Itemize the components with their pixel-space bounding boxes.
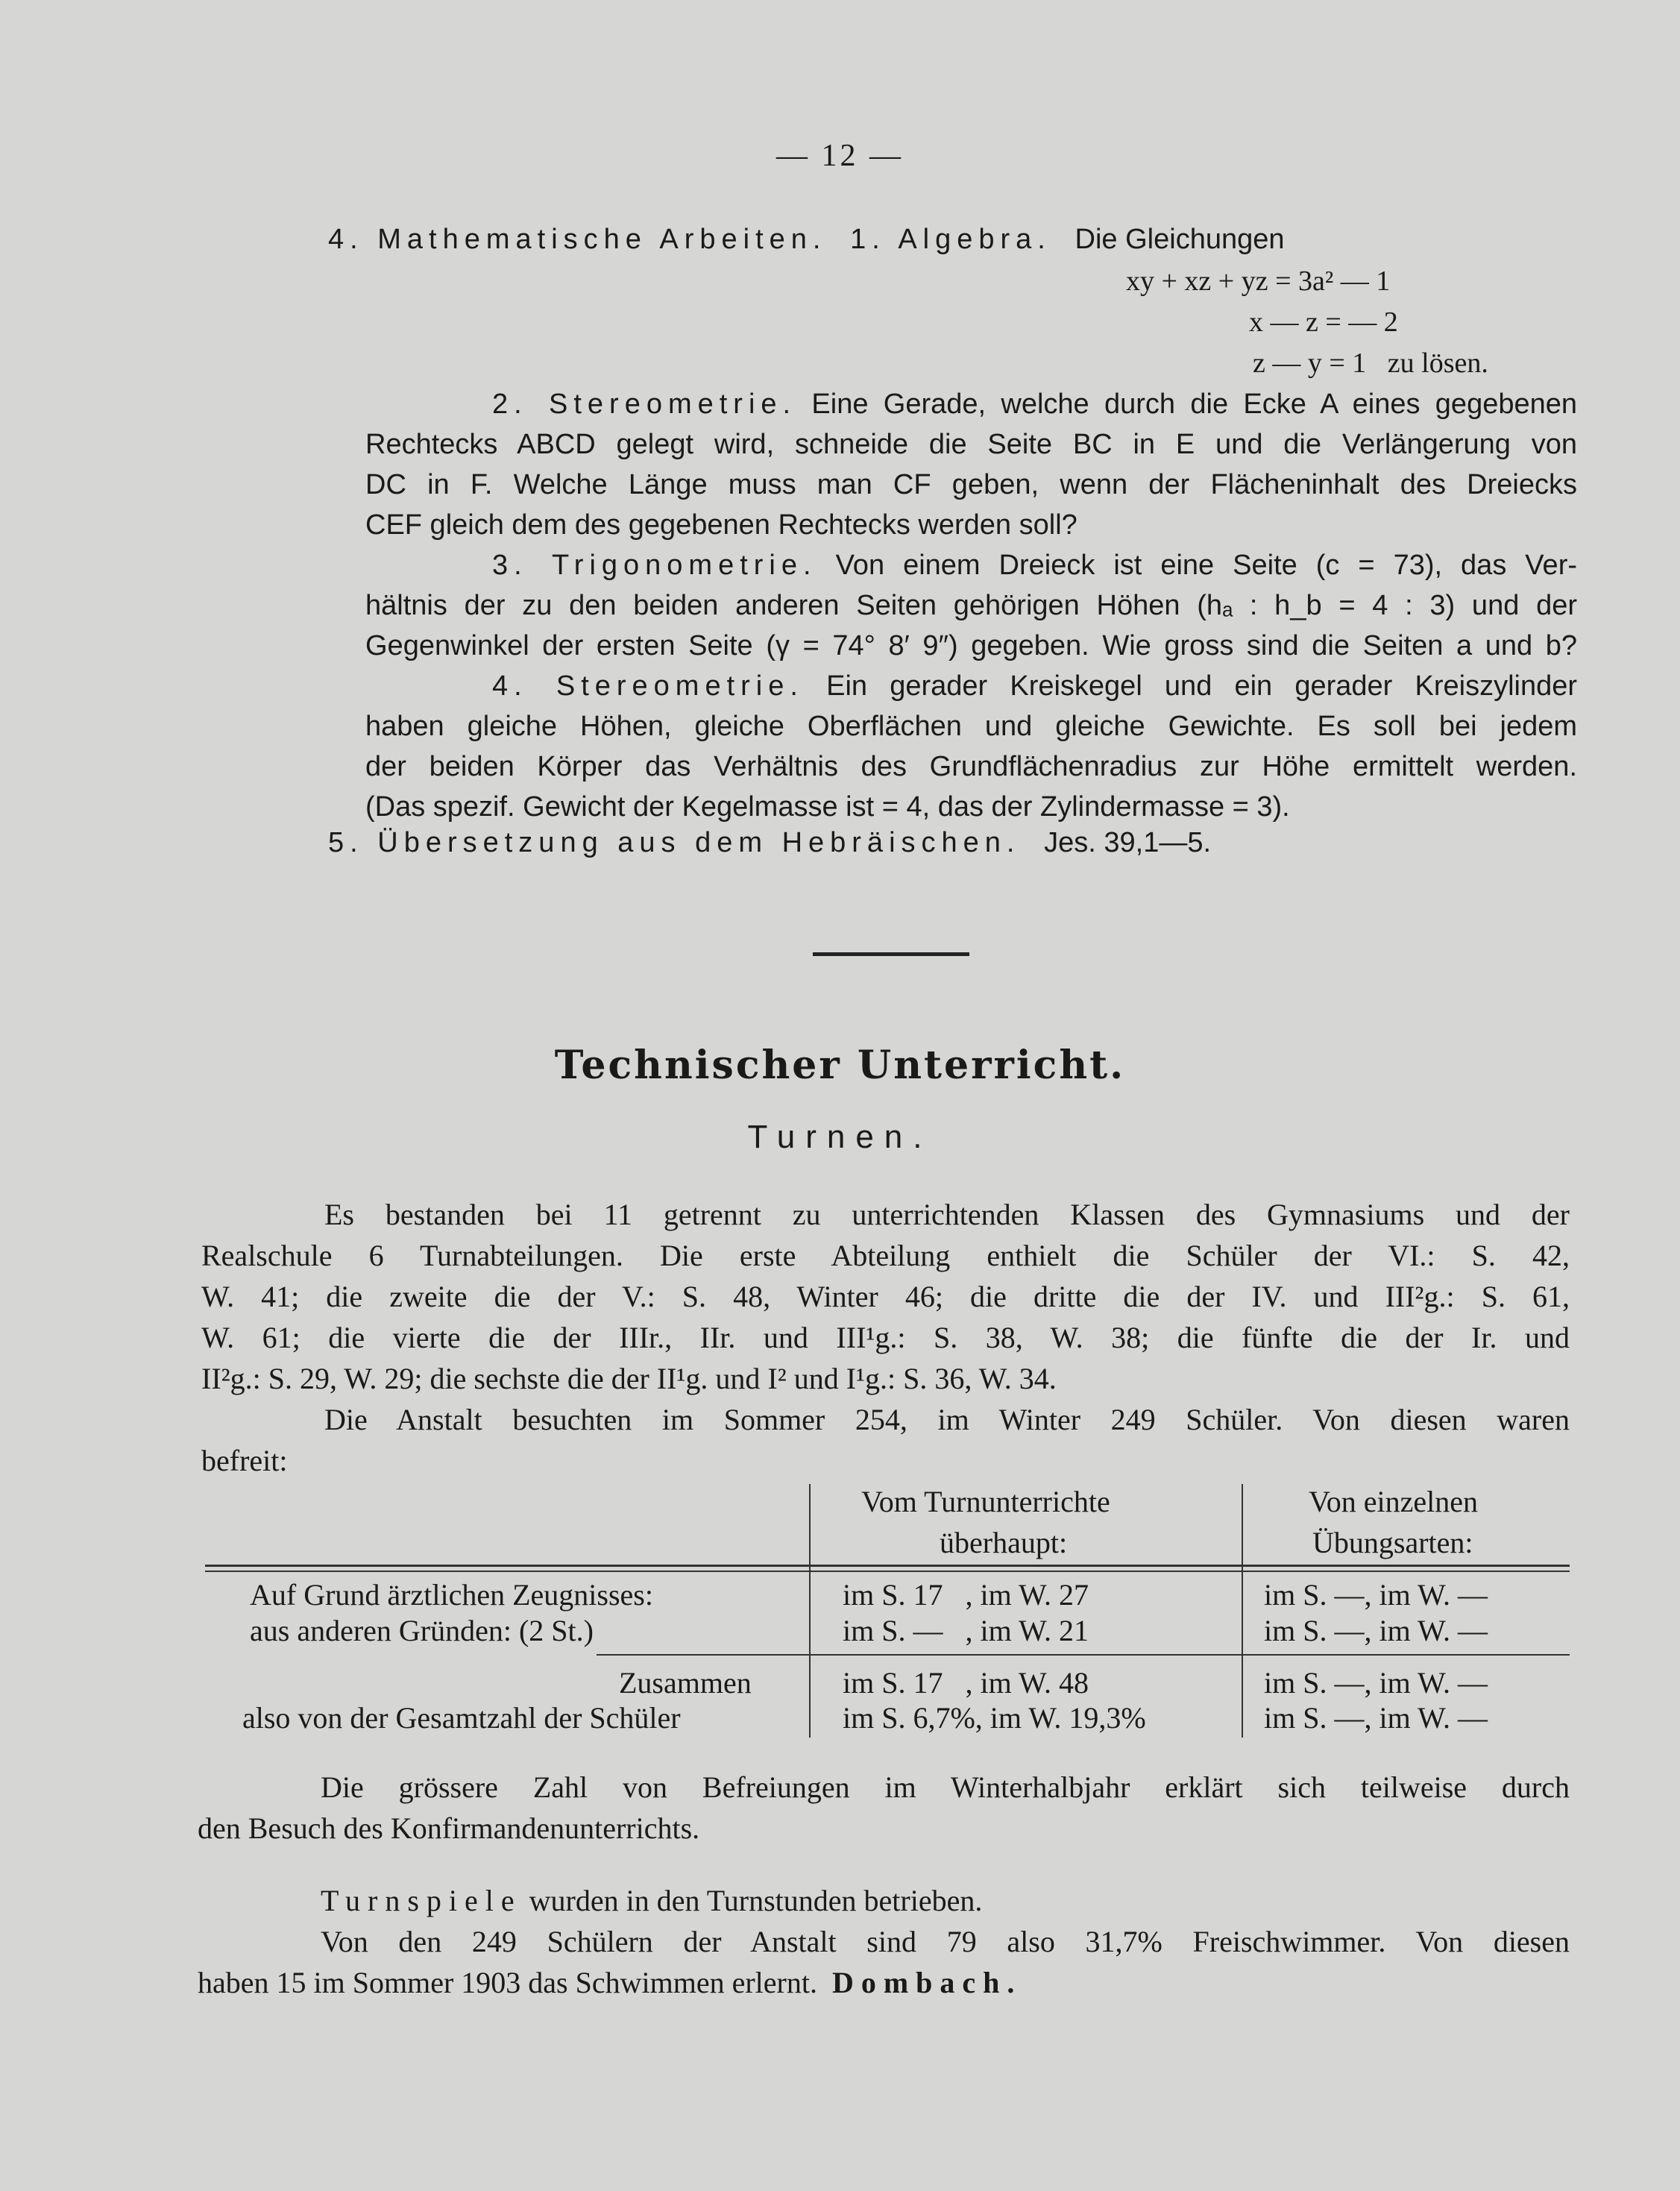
text-line: DC in F. Welche Länge muss man CF geben, wenn der Flächeninhalt des Dreiecks (365, 469, 1577, 500)
stereometry-1-line: 2. Stereometrie. Eine Gerade, welche durch die Ecke A eines gegebenen (492, 389, 1577, 420)
table-header: Vom Turnunterrichte (861, 1485, 1110, 1518)
algebra-label: 1. Algebra. (850, 224, 1051, 255)
trigonometry-label: 3. Trigonometrie. (492, 550, 817, 581)
text-line: Rechtecks ABCD gelegt wird, schneide die Seite BC in E und die Verlängerung von (365, 429, 1577, 460)
paragraph-line: Die Anstalt besuchten im Sommer 254, im Winter 249 Schüler. Von diesen waren (324, 1403, 1570, 1436)
table-rule (205, 1565, 1570, 1567)
text-line: CEF gleich dem des gegebenen Rechtecks werden soll? (365, 509, 1077, 541)
paragraph-text: haben 15 im Sommer 1903 das Schwimmen erlernt. (198, 1966, 817, 1999)
text-line: hältnis der zu den beiden anderen Seiten gehörigen Höhen (hₐ : h_b = 4 : 3) und der (365, 590, 1577, 621)
equation-2: x — z = — 2 (1249, 307, 1398, 338)
paragraph-line: den Besuch des Konfirmandenunterrichts. (198, 1811, 700, 1845)
stereometry-1-label: 2. Stereometrie. (492, 389, 797, 420)
paragraph-line: W. 41; die zweite die der V.: S. 48, Winter 46; die dritte die der IV. und III²g.: S. 61, (201, 1280, 1570, 1313)
table-cell: im S. — , im W. 21 (843, 1614, 1089, 1647)
turnspiele-line (321, 1883, 982, 1918)
paragraph-line: Die grössere Zahl von Befreiungen im Winterhalbjahr erklärt sich teilweise durch (321, 1770, 1570, 1804)
paragraph-line: Von den 249 Schülern der Anstalt sind 79 also 31,7% Freischwimmer. Von diesen (321, 1925, 1570, 1958)
table-divider (1242, 1484, 1243, 1738)
page-number: — 12 — (776, 139, 904, 173)
algebra-intro: Die Gleichungen (1075, 224, 1285, 255)
translation-text: Jes. 39,1—5. (1044, 827, 1212, 858)
section-subtitle: Turnen. (747, 1119, 933, 1155)
equations-end: zu lösen. (1387, 348, 1488, 379)
math-heading: 4. Mathematische Arbeiten. (328, 224, 827, 255)
paragraph-line: II²g.: S. 29, W. 29; die sechste die der II¹g. und I² und I¹g.: S. 36, W. 34. (201, 1362, 1057, 1395)
signature: Dombach. (831, 1966, 1022, 1999)
table-row-label: also von der Gesamtzahl der Schüler (242, 1701, 681, 1735)
paragraph-line: W. 61; die vierte die der IIIr., IIr. und III¹g.: S. 38, W. 38; die fünfte die der Ir. und (201, 1321, 1570, 1354)
final-line (198, 1965, 1022, 2000)
translation-label: 5. Übersetzung aus dem Hebräischen. (328, 827, 1021, 858)
trigonometry-line: 3. Trigonometrie. Von einem Dreieck ist eine Seite (c = 73), das Ver- (492, 550, 1577, 581)
paragraph-line: Es bestanden bei 11 getrennt zu unterrichtenden Klassen des Gymnasiums und der (324, 1198, 1570, 1231)
table-header: überhaupt: (940, 1526, 1068, 1559)
table-rule (205, 1571, 1570, 1572)
text-line: (Das spezif. Gewicht der Kegelmasse ist = 4, das der Zylindermasse = 3). (365, 791, 1290, 823)
table-cell: im S. —, im W. — (1264, 1666, 1488, 1700)
table-cell: im S. 6,7%, im W. 19,3% (843, 1701, 1146, 1735)
paragraph-line: Realschule 6 Turnabteilungen. Die erste Abteilung enthielt die Schüler der VI.: S. 42, (201, 1239, 1570, 1272)
table-rule (597, 1654, 1570, 1656)
equation-3-text: z — y = 1 (1253, 348, 1367, 379)
stereometry-2-label: 4. Stereometrie. (492, 670, 804, 702)
turnspiele-label: Turnspiele (321, 1884, 522, 1917)
table-divider (809, 1484, 811, 1738)
table-row-label: Auf Grund ärztlichen Zeugnisses: (250, 1578, 653, 1612)
table-row-label: Zusammen (619, 1666, 752, 1700)
table-cell: im S. —, im W. — (1264, 1701, 1488, 1735)
text-line: Gegenwinkel der ersten Seite (γ = 74° 8′ 9″) gegeben. Wie gross sind die Seiten a und b? (365, 630, 1577, 661)
table-cell: im S. 17 , im W. 27 (843, 1578, 1089, 1612)
text-line: haben gleiche Höhen, gleiche Oberflächen und gleiche Gewichte. Es soll bei jedem (365, 711, 1577, 742)
stereometry-2-line: 4. Stereometrie. Ein gerader Kreiskegel und ein gerader Kreiszylinder (492, 670, 1578, 702)
table-cell: im S. —, im W. — (1264, 1614, 1488, 1647)
table-header: Von einzelnen (1309, 1485, 1478, 1518)
text-line: der beiden Körper das Verhältnis des Grundflächenradius zur Höhe ermittelt werden. (365, 751, 1577, 782)
table-header: Übungsarten: (1312, 1526, 1473, 1559)
math-heading-line (328, 224, 1285, 256)
equation-3 (1253, 347, 1488, 380)
table-row-label: aus anderen Gründen: (2 St.) (250, 1614, 594, 1647)
section-divider (813, 952, 969, 956)
equation-1: xy + xz + yz = 3a² — 1 (1126, 265, 1391, 297)
section-title: Technischer Unterricht. (554, 1043, 1126, 1088)
paragraph-line: befreit: (201, 1444, 288, 1477)
translation-line (328, 827, 1211, 859)
turnspiele-text: wurden in den Turnstunden betrieben. (529, 1884, 983, 1917)
table-cell: im S. 17 , im W. 48 (843, 1666, 1089, 1700)
table-cell: im S. —, im W. — (1264, 1578, 1488, 1612)
